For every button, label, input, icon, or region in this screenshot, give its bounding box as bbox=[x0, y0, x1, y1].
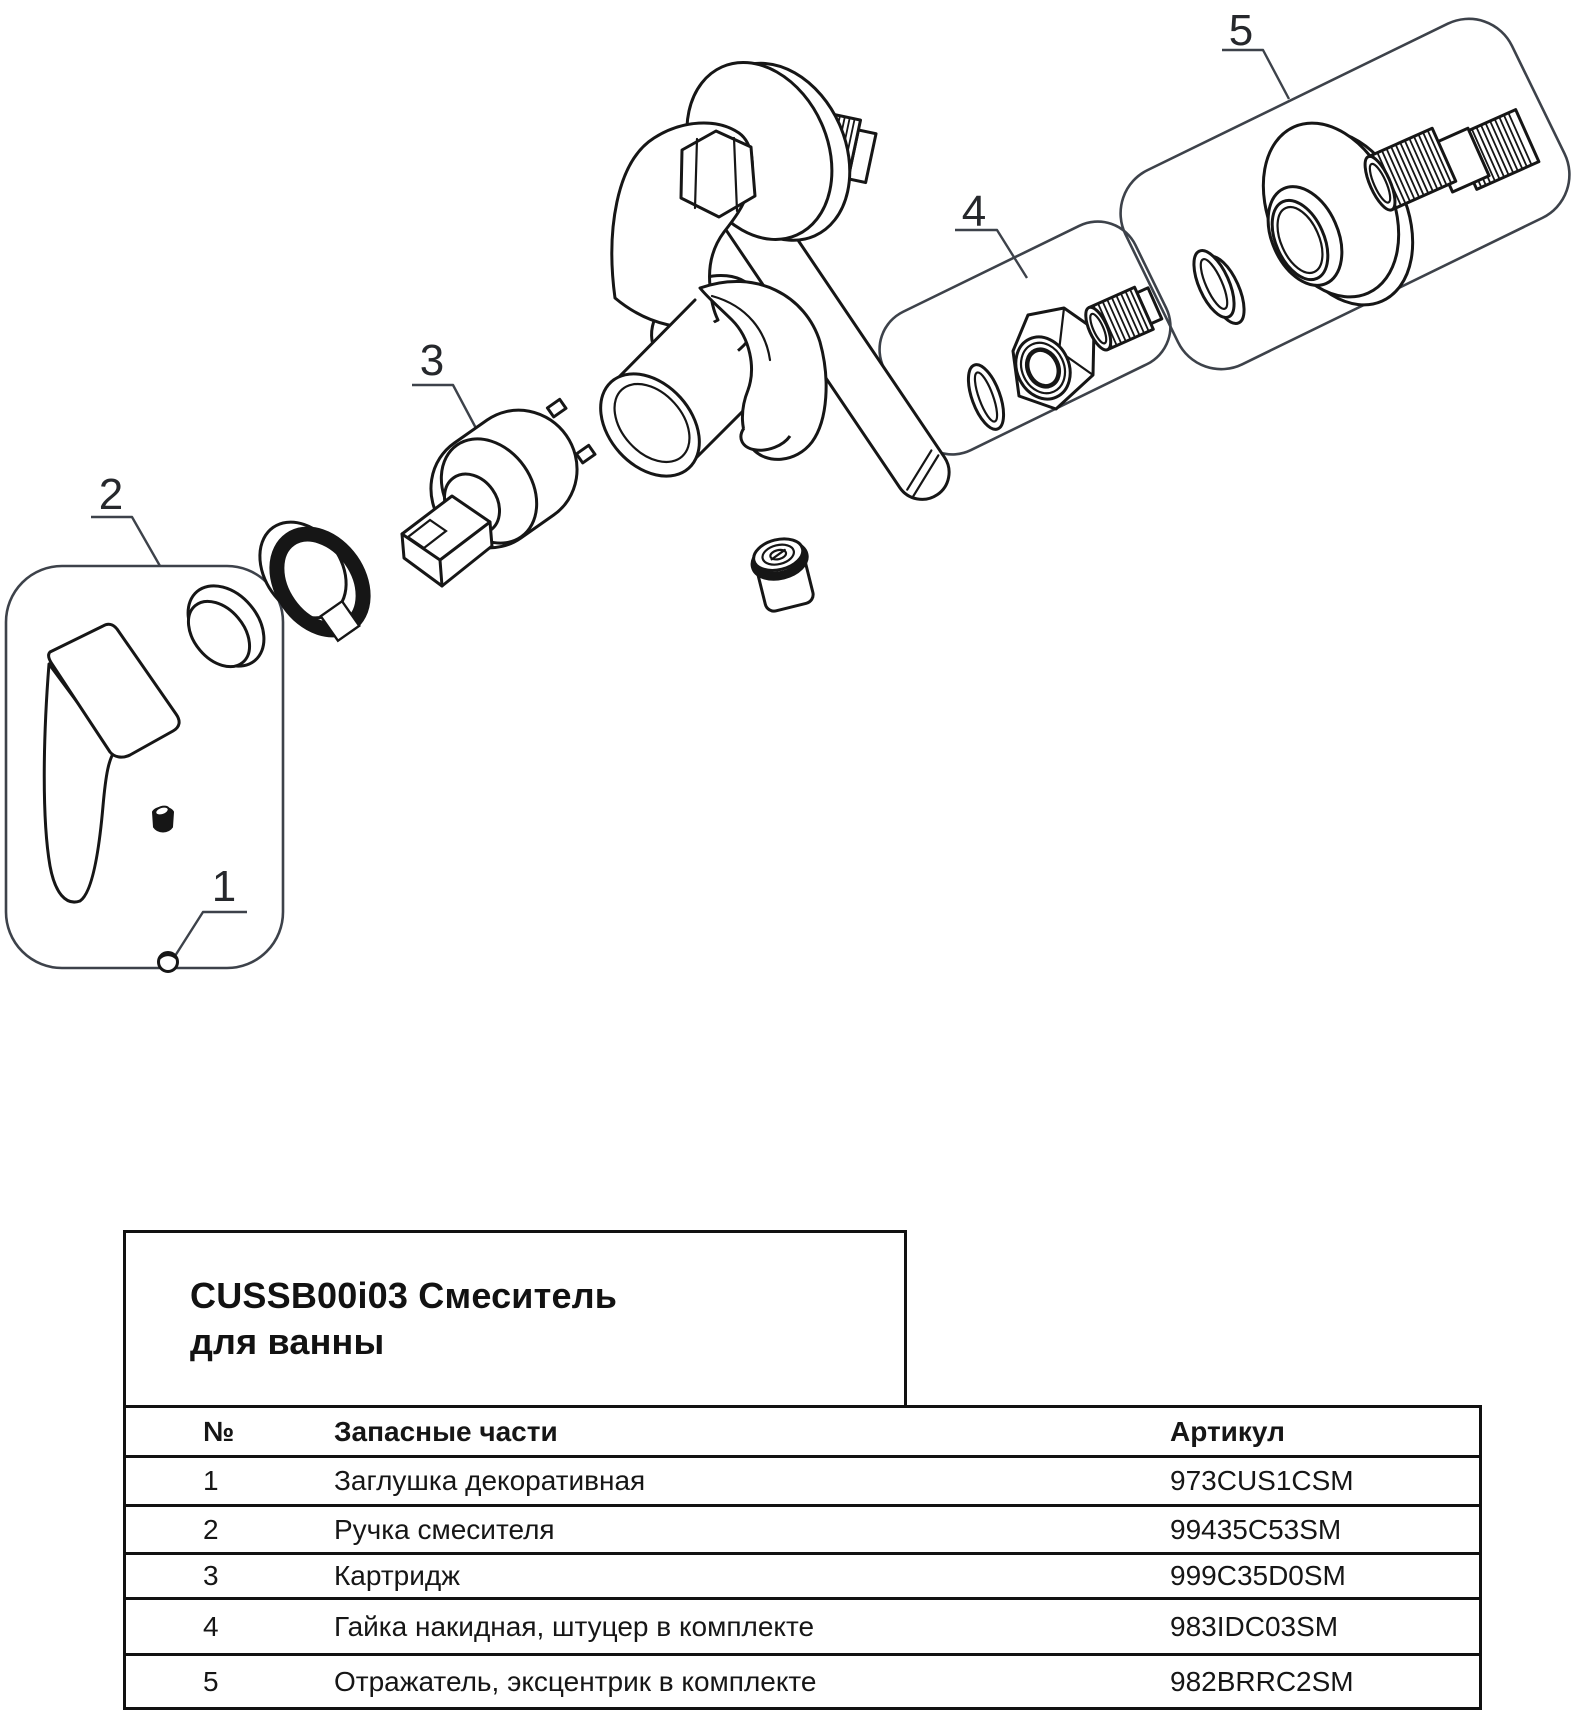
header-parts: Запасные части bbox=[334, 1415, 558, 1447]
aerator bbox=[750, 534, 815, 613]
handle bbox=[44, 624, 179, 902]
faucet-body bbox=[581, 33, 960, 510]
o-ring-gasket bbox=[961, 360, 1011, 433]
union-nut bbox=[1006, 308, 1094, 409]
row-name: Ручка смесителя bbox=[334, 1513, 555, 1545]
product-title-line2: для ванны bbox=[190, 1321, 385, 1362]
title-block bbox=[123, 1230, 907, 1405]
callout-3-label: 3 bbox=[419, 336, 445, 385]
eccentric-fitting bbox=[1359, 110, 1539, 214]
callout-3-leader bbox=[412, 385, 478, 432]
cartridge bbox=[402, 388, 600, 586]
row-name: Гайка накидная, штуцер в комплекте bbox=[334, 1610, 815, 1642]
table-row bbox=[126, 1597, 1479, 1653]
row-article: 983IDC03SM bbox=[1170, 1610, 1339, 1642]
row-article: 99435C53SM bbox=[1170, 1513, 1342, 1545]
header-article: Артикул bbox=[1170, 1415, 1285, 1447]
row-article: 973CUS1CSM bbox=[1170, 1465, 1354, 1496]
table-row bbox=[126, 1455, 1479, 1504]
set-screw bbox=[153, 805, 173, 831]
header-num: № bbox=[203, 1415, 235, 1447]
table-header-row bbox=[126, 1408, 1479, 1455]
mounting-nut bbox=[681, 131, 755, 217]
table-row bbox=[126, 1653, 1479, 1707]
row-num: 5 bbox=[203, 1665, 219, 1697]
callout-2-leader bbox=[91, 517, 160, 566]
row-name: Заглушка декоративная bbox=[334, 1465, 646, 1496]
callout-1-label: 1 bbox=[211, 862, 237, 911]
row-num: 2 bbox=[203, 1513, 219, 1545]
decorative-plug bbox=[159, 953, 178, 972]
reflector bbox=[1237, 102, 1438, 327]
row-name: Отражатель, эксцентрик в комплекте bbox=[334, 1665, 817, 1697]
row-article: 999C35D0SM bbox=[1170, 1560, 1346, 1591]
table-row bbox=[126, 1504, 1479, 1552]
callout-4-leader bbox=[955, 230, 1027, 278]
callout-4-label: 4 bbox=[961, 187, 987, 236]
row-num: 4 bbox=[203, 1610, 219, 1642]
callout-2-label: 2 bbox=[98, 470, 124, 519]
washer-ring bbox=[1186, 245, 1253, 329]
callout-1-leader bbox=[175, 912, 247, 956]
row-num: 1 bbox=[203, 1465, 219, 1496]
row-name: Картридж bbox=[334, 1560, 460, 1591]
table-row bbox=[126, 1552, 1479, 1597]
handle-cap bbox=[173, 571, 280, 681]
callout-5-label: 5 bbox=[1228, 6, 1254, 55]
product-title-line1: CUSSB00i03 Смеситель bbox=[190, 1275, 618, 1316]
row-article: 982BRRC2SM bbox=[1170, 1665, 1354, 1697]
callout-5-leader bbox=[1222, 50, 1289, 99]
spare-parts-table bbox=[123, 1405, 1482, 1710]
row-num: 3 bbox=[203, 1560, 219, 1591]
